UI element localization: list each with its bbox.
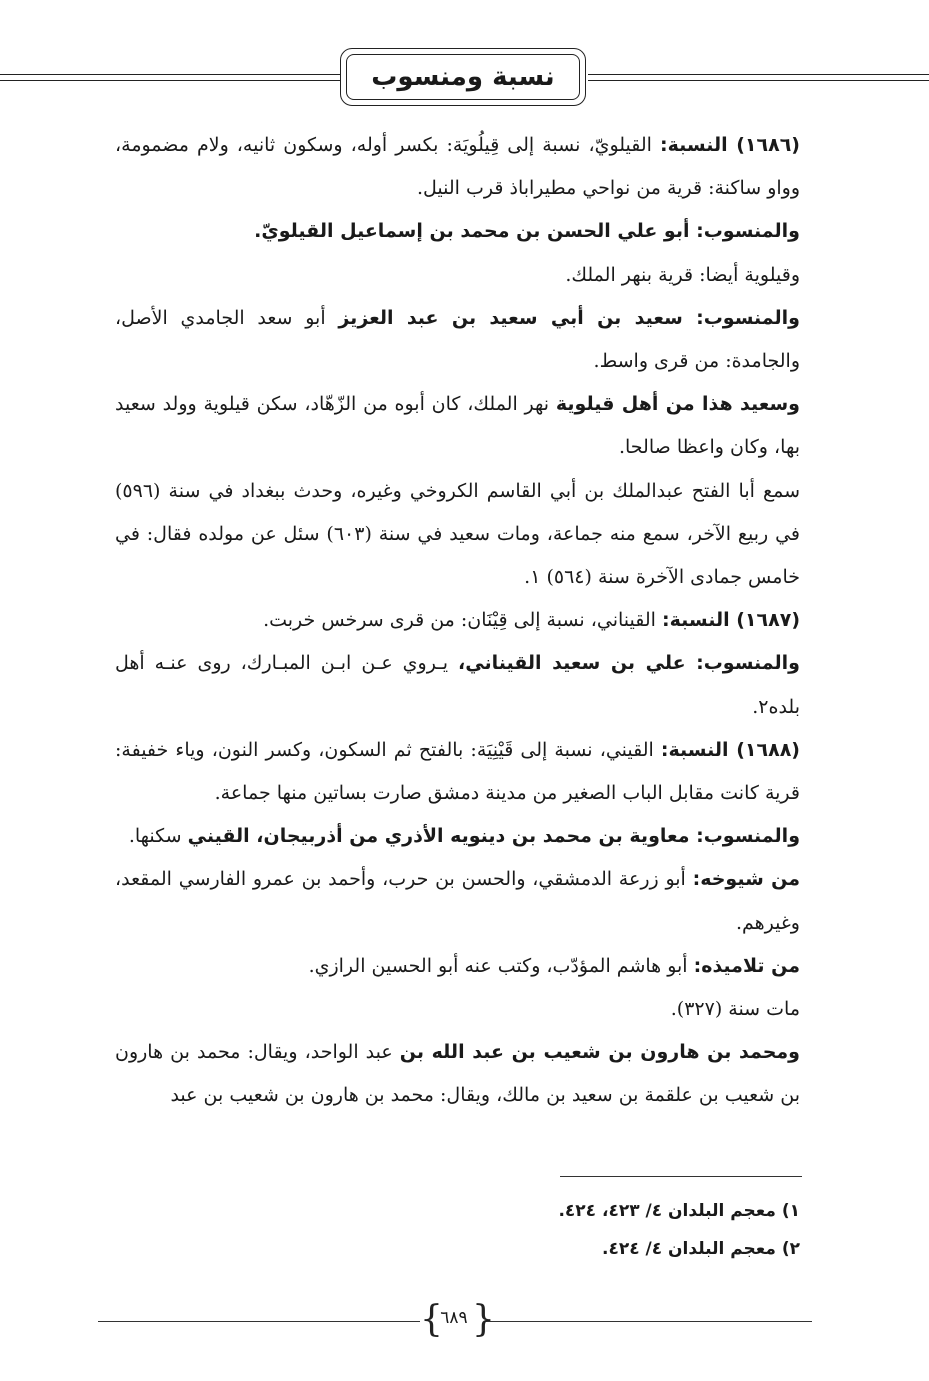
paragraph xyxy=(115,988,800,1031)
bold-lead-text: والمنسوب: سعيد بن أبي سعيد بن عبد العزيز xyxy=(338,306,800,329)
paragraph xyxy=(115,858,800,944)
running-header-title: نسبة ومنسوب xyxy=(371,62,555,92)
footer-rule-right xyxy=(486,1321,812,1322)
paragraph-text: مات سنة (٣٢٧). xyxy=(670,998,800,1021)
paragraph xyxy=(115,210,800,253)
bold-lead-text: والمنسوب: علي بن سعيد القيناني، xyxy=(458,652,800,675)
bold-lead-text: (١٦٨٧) النسبة: xyxy=(662,609,800,632)
bold-lead-text: والمنسوب: أبو علي الحسن بن محمد بن إسماعيل القيلويّ. xyxy=(254,220,800,243)
paragraph-text: سمع أبا الفتح عبدالملك بن أبي القاسم الكروخي وغيره، وحدث ببغداد في سنة (٥٩٦) في ربيع الآخر، سمع منه جماعة، ومات سعيد في سنة (٦٠٣) سئل عن مولده فقال: في خامس جمادى الآخرة سنة (٥٦٤) ١. xyxy=(115,479,800,589)
paragraph-text: نهر الملك، كان أبوه من الزّهّاد، سكن قيلوية وولد سعيد بها، وكان واعظا صالحا. xyxy=(115,393,800,459)
paragraph xyxy=(115,383,800,469)
paragraph xyxy=(115,815,800,858)
paragraph xyxy=(115,642,800,728)
page-body-text xyxy=(115,124,800,1118)
header-rule-left-inner xyxy=(0,80,340,81)
header-rule-left xyxy=(0,74,340,75)
bold-lead-text: (١٦٨٦) النسبة: xyxy=(660,134,800,156)
bold-lead-text: ومحمد بن هارون بن شعيب بن عبد الله بن xyxy=(399,1041,800,1064)
footnote-2: ٢) معجم البلدان ٤/ ٤٢٤. xyxy=(601,1239,800,1259)
paragraph-text: عبد الواحد، ويقال: محمد بن هارون بن شعيب بن علقمة بن سعيد بن مالك، ويقال: محمد بن هارون بن شعيب بن عبد xyxy=(115,1041,800,1107)
footnote-1: ١) معجم البلدان ٤/ ٤٢٣، ٤٢٤. xyxy=(558,1201,800,1221)
bold-lead-text: وسعيد هذا من أهل قيلوية xyxy=(555,393,800,416)
paragraph xyxy=(115,945,800,988)
paragraph-text: أبو سعد الجامدي الأصل، والجامدة: من قرى واسط. xyxy=(115,306,800,373)
header-title-box xyxy=(346,54,580,100)
paragraph-text: القيناني، نسبة إلى قِيْنَان: من قرى سرخس خربت. xyxy=(263,609,662,632)
bold-lead-text: من تلاميذه: xyxy=(693,954,800,977)
footer-rule-left xyxy=(98,1321,420,1322)
paragraph-text: يـروي عـن ابـن المبـارك، روى عنـه أهل بلده٢. xyxy=(115,652,800,718)
page-number: ٦٨٩ xyxy=(440,1308,468,1328)
paragraph-text: سكنها. xyxy=(128,825,188,848)
footnote-separator xyxy=(560,1176,802,1177)
paragraph xyxy=(115,124,800,210)
header-rule-right-inner xyxy=(588,80,929,81)
paragraph xyxy=(115,729,800,815)
footnotes xyxy=(300,1192,800,1268)
paragraph xyxy=(115,470,800,600)
page-number-brace-left: { xyxy=(420,1299,443,1340)
paragraph xyxy=(115,1031,800,1117)
paragraph xyxy=(115,254,800,297)
page-number-brace-right: } xyxy=(472,1299,495,1340)
paragraph xyxy=(115,599,800,642)
paragraph xyxy=(115,297,800,383)
paragraph-text: القيني، نسبة إلى قَيْنِيَة: بالفتح ثم السكون، وكسر النون، وياء خفيفة: قرية كانت مقابل الباب الصغير من مدينة دمشق صارت بساتين منها جماعة. xyxy=(115,738,800,805)
paragraph-text: وقيلوية أيضا: قرية بنهر الملك. xyxy=(565,263,800,286)
paragraph-text: أبو هاشم المؤدّب، وكتب عنه أبو الحسين الرازي. xyxy=(308,954,694,977)
bold-lead-text: والمنسوب: معاوية بن محمد بن دينويه الأذري من أذربيجان، القيني xyxy=(187,825,800,848)
header-rule-right xyxy=(588,74,929,75)
bold-lead-text: من شيوخه: xyxy=(692,868,800,891)
paragraph-text: القيلويّ، نسبة إلى قِيلُويَة: بكسر أوله، وسكون ثانيه، ولام مضمومة، وواو ساكنة: قرية من نواحي مطيراباذ قرب النيل. xyxy=(115,134,800,200)
paragraph-text: أبو زرعة الدمشقي، والحسن بن حرب، وأحمد بن عمرو الفارسي المقعد، وغيرهم. xyxy=(115,868,800,934)
bold-lead-text: (١٦٨٨) النسبة: xyxy=(660,738,800,761)
